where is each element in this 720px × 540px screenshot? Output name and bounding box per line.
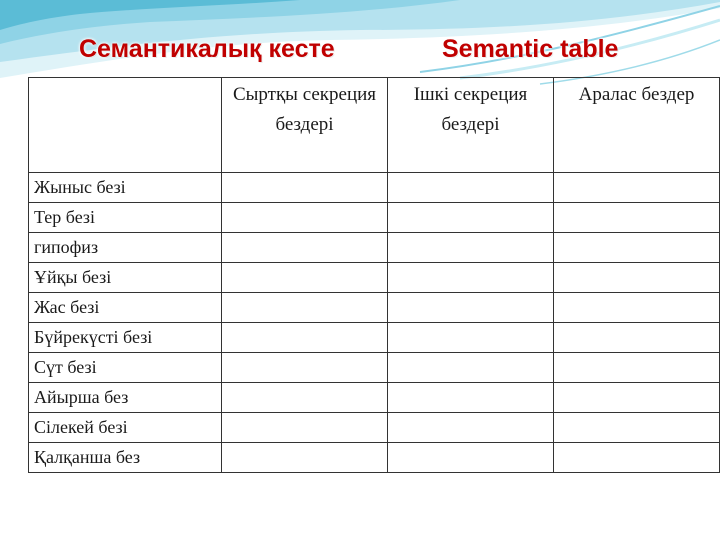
table-cell[interactable] [388,383,554,413]
table-row [29,353,720,383]
table-cell[interactable] [388,413,554,443]
table-cell[interactable] [222,383,388,413]
table-row [29,383,720,413]
table-cell[interactable] [388,233,554,263]
row-label: Сүт безі [29,353,222,383]
table-cell[interactable] [554,413,720,443]
table-cell[interactable] [554,203,720,233]
table-header-row [29,78,720,173]
table-cell[interactable] [222,173,388,203]
table-cell[interactable] [554,443,720,473]
table-cell[interactable] [554,383,720,413]
table-cell[interactable] [388,293,554,323]
table-cell[interactable] [388,443,554,473]
table-cell[interactable] [554,173,720,203]
table-cell[interactable] [222,263,388,293]
header-exocrine: Сыртқы секреция бездері [222,78,388,173]
table-cell[interactable] [388,263,554,293]
slide-title [0,29,720,69]
table-cell[interactable] [554,353,720,383]
table-cell[interactable] [222,293,388,323]
table-cell[interactable] [222,233,388,263]
table-cell[interactable] [388,323,554,353]
row-label: Жыныс безі [29,173,222,203]
row-label: Қалқанша без [29,443,222,473]
row-label: Ұйқы безі [29,263,222,293]
table-row [29,233,720,263]
table-cell[interactable] [554,233,720,263]
row-label: Сілекей безі [29,413,222,443]
table-row [29,443,720,473]
header-endocrine: Ішкі секреция бездері [388,78,554,173]
table-cell[interactable] [388,353,554,383]
table-row [29,203,720,233]
header-mixed: Аралас бездер [554,78,720,173]
table-cell[interactable] [222,323,388,353]
table-cell[interactable] [222,353,388,383]
table-cell[interactable] [388,203,554,233]
table-row [29,323,720,353]
row-label: Жас безі [29,293,222,323]
table-cell[interactable] [222,413,388,443]
table-row [29,173,720,203]
title-english: Semantic table [442,35,619,63]
row-label: Айырша без [29,383,222,413]
semantic-table [28,77,720,473]
title-kazakh: Семантикалық кесте [79,35,335,63]
table-cell[interactable] [388,173,554,203]
row-label: гипофиз [29,233,222,263]
table-row [29,263,720,293]
table-cell[interactable] [222,443,388,473]
table-cell[interactable] [222,203,388,233]
header-corner-cell [29,78,222,173]
row-label: Бүйрекүсті безі [29,323,222,353]
table-cell[interactable] [554,323,720,353]
table-cell[interactable] [554,293,720,323]
table-row [29,413,720,443]
table-row [29,293,720,323]
row-label: Тер безі [29,203,222,233]
table-cell[interactable] [554,263,720,293]
